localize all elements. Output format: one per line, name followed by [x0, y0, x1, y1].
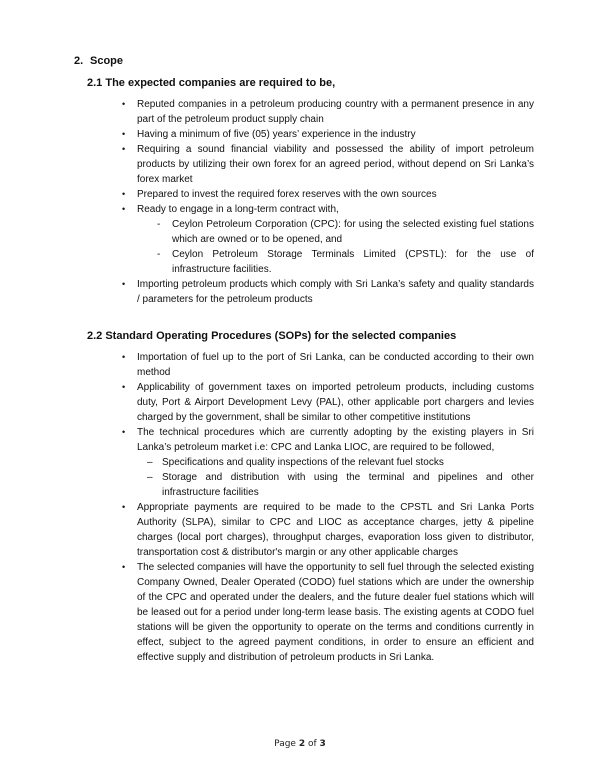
- sublist-item: - Ceylon Petroleum Storage Terminals Limited (CPSTL): for the use of infrastructure facilities.: [157, 249, 534, 275]
- total-pages: 3: [319, 739, 326, 749]
- page-word: Page: [274, 739, 296, 749]
- current-page: 2: [298, 739, 306, 749]
- bullet-icon: •: [122, 382, 126, 392]
- list-item: • The selected companies will have the opportunity to sell fuel through the selected existing Company Owned, Dealer Operated (CODO) fuel stations which are under the ownership of the CPC and operated under the dealers, and the future dealer fuel stations which will be leased out for a period under long-term lease basis. The existing agents at CODO fuel stations will be given the opportunity to operate on the terms and conditions currently in effect, subject to the agreed payment conditions, in order to ensure an efficient and effective supply and distribution of petroleum products in Sri Lanka.: [122, 562, 534, 663]
- bullet-icon: •: [122, 99, 126, 109]
- sublist-item: – Specifications and quality inspections of the relevant fuel stocks: [147, 457, 444, 468]
- bullet-icon: •: [122, 427, 126, 437]
- bullet-icon: •: [122, 144, 126, 154]
- of-word: of: [307, 739, 317, 749]
- bullet-icon: •: [122, 204, 126, 214]
- subsection-heading-2-2: 2.2 Standard Operating Procedures (SOPs) for the selected companies: [87, 330, 457, 342]
- list-item: • Ready to engage in a long-term contract with, - Ceylon Petroleum Corporation (CPC): for using the selected existing fuel stations which are owned or to be opened, and - Ceylon Petroleum Storage Terminals Limited (CPSTL): for the use of infrastructure facilities.: [122, 204, 534, 275]
- sublist-item: - Ceylon Petroleum Corporation (CPC): for using the selected existing fuel stations which are owned or to be opened, and: [157, 219, 534, 245]
- list-item: • Having a minimum of five (05) years’ experience in the industry: [122, 129, 416, 140]
- bullet-icon: •: [122, 562, 126, 572]
- list-item: • Reputed companies in a petroleum producing country with a permanent presence in any part of the petroleum product supply chain: [122, 99, 534, 125]
- list-item: • The technical procedures which are currently adopting by the existing players in Sri Lanka’s petroleum market i.e: CPC and Lanka LIOC, are required to be followed, – Specifications and quality inspections of the relevant fuel stocks – Storage and distribution with using the terminal and pipelines and other infrastructure facilities: [122, 427, 534, 498]
- procedures-sublist: [137, 455, 534, 500]
- page-footer: [0, 739, 600, 749]
- list-item: • Appropriate payments are required to be made to the CPSTL and Sri Lanka Ports Authority (SLPA), similar to CPC and LIOC as acceptance charges, jetty & pipeline charges (local port charges), throughput charges, evaporation loss given to distributor, transportation cost & distributor's margin or any other applicable charges: [122, 502, 534, 558]
- section-heading: [74, 55, 123, 67]
- dash-icon: -: [157, 219, 161, 230]
- list-item: • Importation of fuel up to the port of Sri Lanka, can be conducted according to their own method: [122, 352, 534, 378]
- bullet-icon: •: [122, 129, 126, 139]
- list-item: • Prepared to invest the required forex reserves with the own sources: [122, 189, 437, 200]
- list-item: • Applicability of government taxes on imported petroleum products, including customs duty, Port & Airport Development Levy (PAL), other applicable port chargers and levies charged by the government, shall be similar to other competitive institutions: [122, 382, 534, 423]
- section-number: 2.: [74, 55, 84, 67]
- en-dash-icon: –: [147, 472, 153, 483]
- bullet-icon: •: [122, 279, 126, 289]
- bullet-icon: •: [122, 352, 126, 362]
- sop-list: [122, 350, 534, 665]
- bullet-icon: •: [122, 502, 126, 512]
- requirements-list: [122, 97, 534, 307]
- bullet-icon: •: [122, 189, 126, 199]
- list-item: • Importing petroleum products which comply with Sri Lanka’s safety and quality standards / parameters for the petroleum products: [122, 279, 534, 305]
- en-dash-icon: –: [147, 457, 153, 468]
- sublist-item: – Storage and distribution with using the terminal and pipelines and other infrastructure facilities: [147, 472, 534, 498]
- contract-sublist: [137, 217, 534, 277]
- section-title: Scope: [90, 55, 124, 67]
- list-item: • Requiring a sound financial viability and possessed the ability of import petroleum products by utilizing their own forex for an agreed period, without depend on Sri Lanka’s forex market: [122, 144, 534, 185]
- subsection-heading-2-1: 2.1 The expected companies are required to be,: [87, 77, 336, 89]
- dash-icon: -: [157, 249, 161, 260]
